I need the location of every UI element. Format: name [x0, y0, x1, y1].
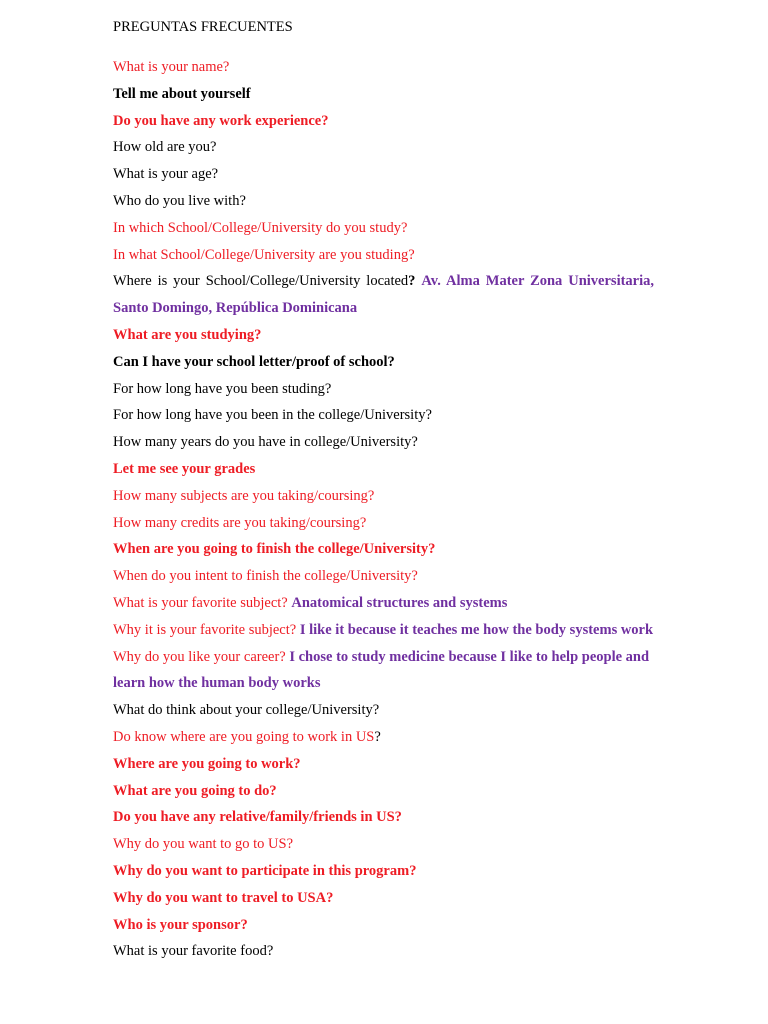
faq-question: Tell me about yourself: [113, 85, 251, 102]
faq-question: How many years do you have in college/University?: [113, 434, 418, 451]
faq-question: What are you going to do?: [113, 782, 277, 799]
faq-line: [113, 134, 654, 161]
faq-line: [113, 349, 654, 376]
faq-question: What is your age?: [113, 166, 219, 183]
faq-question: How many credits are you taking/coursing?: [113, 514, 367, 531]
faq-list: [113, 54, 654, 965]
faq-question: What are you studying?: [113, 326, 262, 343]
faq-question: In what School/College/University are you studing?: [113, 246, 415, 263]
faq-question: Can I have your school letter/proof of school?: [113, 353, 395, 370]
faq-line: [113, 242, 654, 269]
faq-line: [113, 268, 654, 322]
faq-line: [113, 724, 654, 751]
faq-question: Let me see your grades: [113, 460, 256, 477]
faq-question: What is your favorite food?: [113, 943, 274, 960]
page-title: PREGUNTAS FRECUENTES: [113, 19, 293, 35]
faq-line: [113, 858, 654, 885]
faq-line: [113, 161, 654, 188]
faq-line: [113, 938, 654, 965]
faq-question: Do you have any relative/family/friends in US?: [113, 809, 402, 826]
document-page: [113, 14, 654, 965]
faq-question: How many subjects are you taking/coursing?: [113, 487, 375, 504]
question-mark: ?: [408, 273, 416, 290]
faq-line: [113, 590, 654, 617]
faq-line: [113, 108, 654, 135]
faq-question: Why do you want to participate in this program?: [113, 862, 417, 879]
faq-question: Who do you live with?: [113, 192, 246, 209]
faq-question: How old are you?: [113, 139, 217, 156]
faq-line: [113, 644, 654, 698]
faq-line: [113, 885, 654, 912]
faq-line: [113, 510, 654, 537]
faq-line: [113, 322, 654, 349]
faq-line: [113, 617, 654, 644]
faq-question: When are you going to finish the college/University?: [113, 541, 436, 558]
faq-line: [113, 751, 654, 778]
faq-line: [113, 456, 654, 483]
faq-line: [113, 536, 654, 563]
question-mark: ?: [374, 728, 381, 745]
faq-question: Where is your School/College/University located: [113, 273, 409, 290]
faq-question: Why it is your favorite subject?: [113, 621, 297, 638]
faq-question: Who is your sponsor?: [113, 916, 248, 933]
faq-line: [113, 429, 654, 456]
faq-line: [113, 912, 654, 939]
faq-line: [113, 215, 654, 242]
faq-line: [113, 81, 654, 108]
faq-question: Do you have any work experience?: [113, 112, 329, 129]
faq-line: [113, 831, 654, 858]
faq-line: [113, 563, 654, 590]
faq-question: What is your name?: [113, 59, 230, 75]
faq-question: For how long have you been studing?: [113, 380, 332, 397]
faq-line: [113, 54, 654, 81]
faq-answer: Av. Alma Mater Zona Universitaria, Santo Domingo, República Dominicana: [113, 273, 655, 317]
faq-answer: Anatomical structures and systems: [291, 594, 508, 611]
faq-question: Why do you want to travel to USA?: [113, 889, 334, 906]
faq-question: Why do you like your career?: [113, 648, 286, 665]
faq-question: For how long have you been in the college/University?: [113, 407, 432, 424]
faq-question: In which School/College/University do you study?: [113, 219, 408, 236]
faq-question: Why do you want to go to US?: [113, 836, 294, 853]
faq-line: [113, 697, 654, 724]
faq-question: What do think about your college/University?: [113, 702, 380, 719]
faq-line: [113, 188, 654, 215]
faq-answer: I like it because it teaches me how the body systems work: [299, 621, 654, 638]
faq-answer: I chose to study medicine because I like to help people and learn how the human body works: [113, 648, 650, 692]
faq-question: What is your favorite subject?: [113, 594, 288, 611]
faq-question: Do know where are you going to work in US: [113, 728, 375, 745]
faq-question: When do you intent to finish the college/University?: [113, 568, 418, 585]
faq-line: [113, 376, 654, 403]
faq-line: [113, 402, 654, 429]
faq-line: [113, 778, 654, 805]
faq-line: [113, 483, 654, 510]
faq-line: [113, 804, 654, 831]
faq-question: Where are you going to work?: [113, 755, 301, 772]
